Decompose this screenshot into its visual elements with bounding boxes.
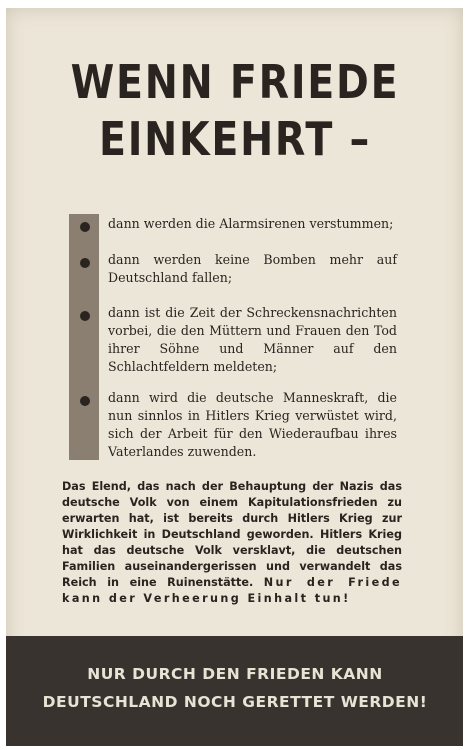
bullet-dot-3	[80, 311, 90, 321]
headline-line-2	[33, 112, 437, 166]
bullet-dot-4	[80, 396, 90, 406]
headline-line-2-text: EINKEHRT	[98, 112, 335, 166]
footer-banner	[6, 636, 463, 746]
list-item-1: dann werden die Alarmsirenen verstummen;	[108, 216, 394, 231]
footer-line-2: DEUTSCHLAND NOCH GERETTET WERDEN!	[42, 693, 428, 711]
headline-dash: –	[349, 112, 372, 166]
body-paragraph	[62, 479, 402, 607]
bullet-dot-1	[80, 222, 90, 232]
list-item-2: dann werden keine Bomben mehr auf Deutschland fallen;	[108, 252, 397, 285]
body-spaced-text: Nur der Friede kann der Verheerung Einhalt tun!	[62, 576, 402, 605]
bullet-bar	[69, 214, 99, 460]
bullet-dot-2	[80, 258, 90, 268]
headline-line-1: WENN FRIEDE	[70, 55, 400, 109]
list-item-3: dann ist die Zeit der Schreckensnachrichten vorbei, die den Müttern und Frauen den Tod ihrer Söhne und Männer auf den Schlachtfeldern meldeten;	[108, 305, 397, 374]
body-main-text: Das Elend, das nach der Behauptung der Nazis das deutsche Volk von einem Kapitulationsfrieden zu erwarten hat, ist bereits durch Hitlers Krieg zur Wirklichkeit in Deutschland geworden. Hitlers Krieg hat das deutsche Volk versklavt, die deutschen Familien auseinandergerissen und verwandelt das Reich in eine Ruinenstätte.	[62, 480, 402, 589]
footer-line-1: NUR DURCH DEN FRIEDEN KANN	[87, 665, 383, 683]
list-item-4: dann wird die deutsche Manneskraft, die nun sinnlos in Hitlers Krieg verwüstet wird, sich der Arbeit für den Wiederaufbau ihres Vaterlandes zuwenden.	[108, 390, 397, 459]
